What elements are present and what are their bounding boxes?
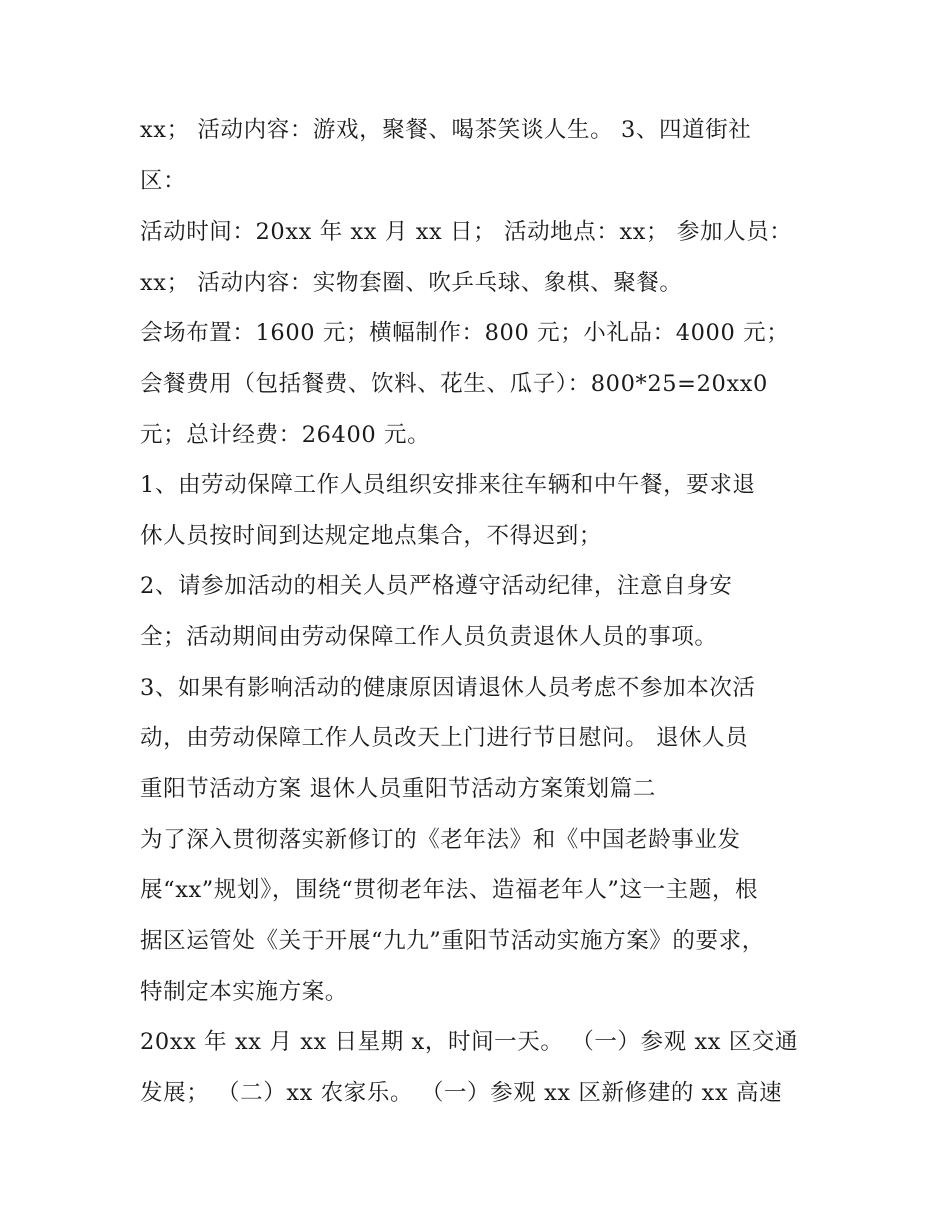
text-line: 据区运管处《关于开展“九九”重阳节活动实施方案》的要求， — [140, 928, 765, 954]
text-line: 动，由劳动保障工作人员改天上门进行节日慰问。 退休人员 — [140, 725, 749, 751]
text-line: 1、由劳动保障工作人员组织安排来往车辆和中午餐，要求退 — [140, 472, 756, 498]
text-line: 全；活动期间由劳动保障工作人员负责退休人员的事项。 — [140, 624, 718, 650]
text-line: 展“xx”规划》，围绕“贯彻老年法、造福老年人”这一主题，根 — [140, 877, 759, 903]
text-line: 发展； （二）xx 农家乐。 （一）参观 xx 区新修建的 xx 高速 — [140, 1080, 783, 1106]
text-line: 元；总计经费：26400 元。 — [140, 422, 431, 448]
text-line: 会餐费用（包括餐费、饮料、花生、瓜子）：800*25=20xx0 — [140, 371, 768, 397]
text-line: xx； 活动内容：实物套圈、吹乒乓球、象棋、聚餐。 — [140, 270, 683, 296]
text-line: 重阳节活动方案 退休人员重阳节活动方案策划篇二 — [140, 776, 656, 802]
text-line: 为了深入贯彻落实新修订的《老年法》和《中国老龄事业发 — [140, 827, 741, 853]
text-line: 会场布置：1600 元；横幅制作：800 元；小礼品：4000 元； — [140, 320, 790, 346]
text-line: 20xx 年 xx 月 xx 日星期 x，时间一天。 （一）参观 xx 区交通 — [140, 1029, 799, 1055]
text-line: 3、如果有影响活动的健康原因请退休人员考虑不参加本次活 — [140, 675, 756, 701]
text-line: 活动时间：20xx 年 xx 月 xx 日； 活动地点：xx； 参加人员： — [140, 219, 793, 245]
text-line: 2、请参加活动的相关人员严格遵守活动纪律，注意自身安 — [140, 573, 733, 599]
text-line: 特制定本实施方案。 — [140, 979, 348, 1005]
text-line: 休人员按时间到达规定地点集合，不得迟到； — [140, 523, 603, 549]
text-line: xx； 活动内容：游戏，聚餐、喝茶笑谈人生。 3、四道街社 — [140, 117, 752, 143]
text-line: 区： — [140, 168, 187, 194]
